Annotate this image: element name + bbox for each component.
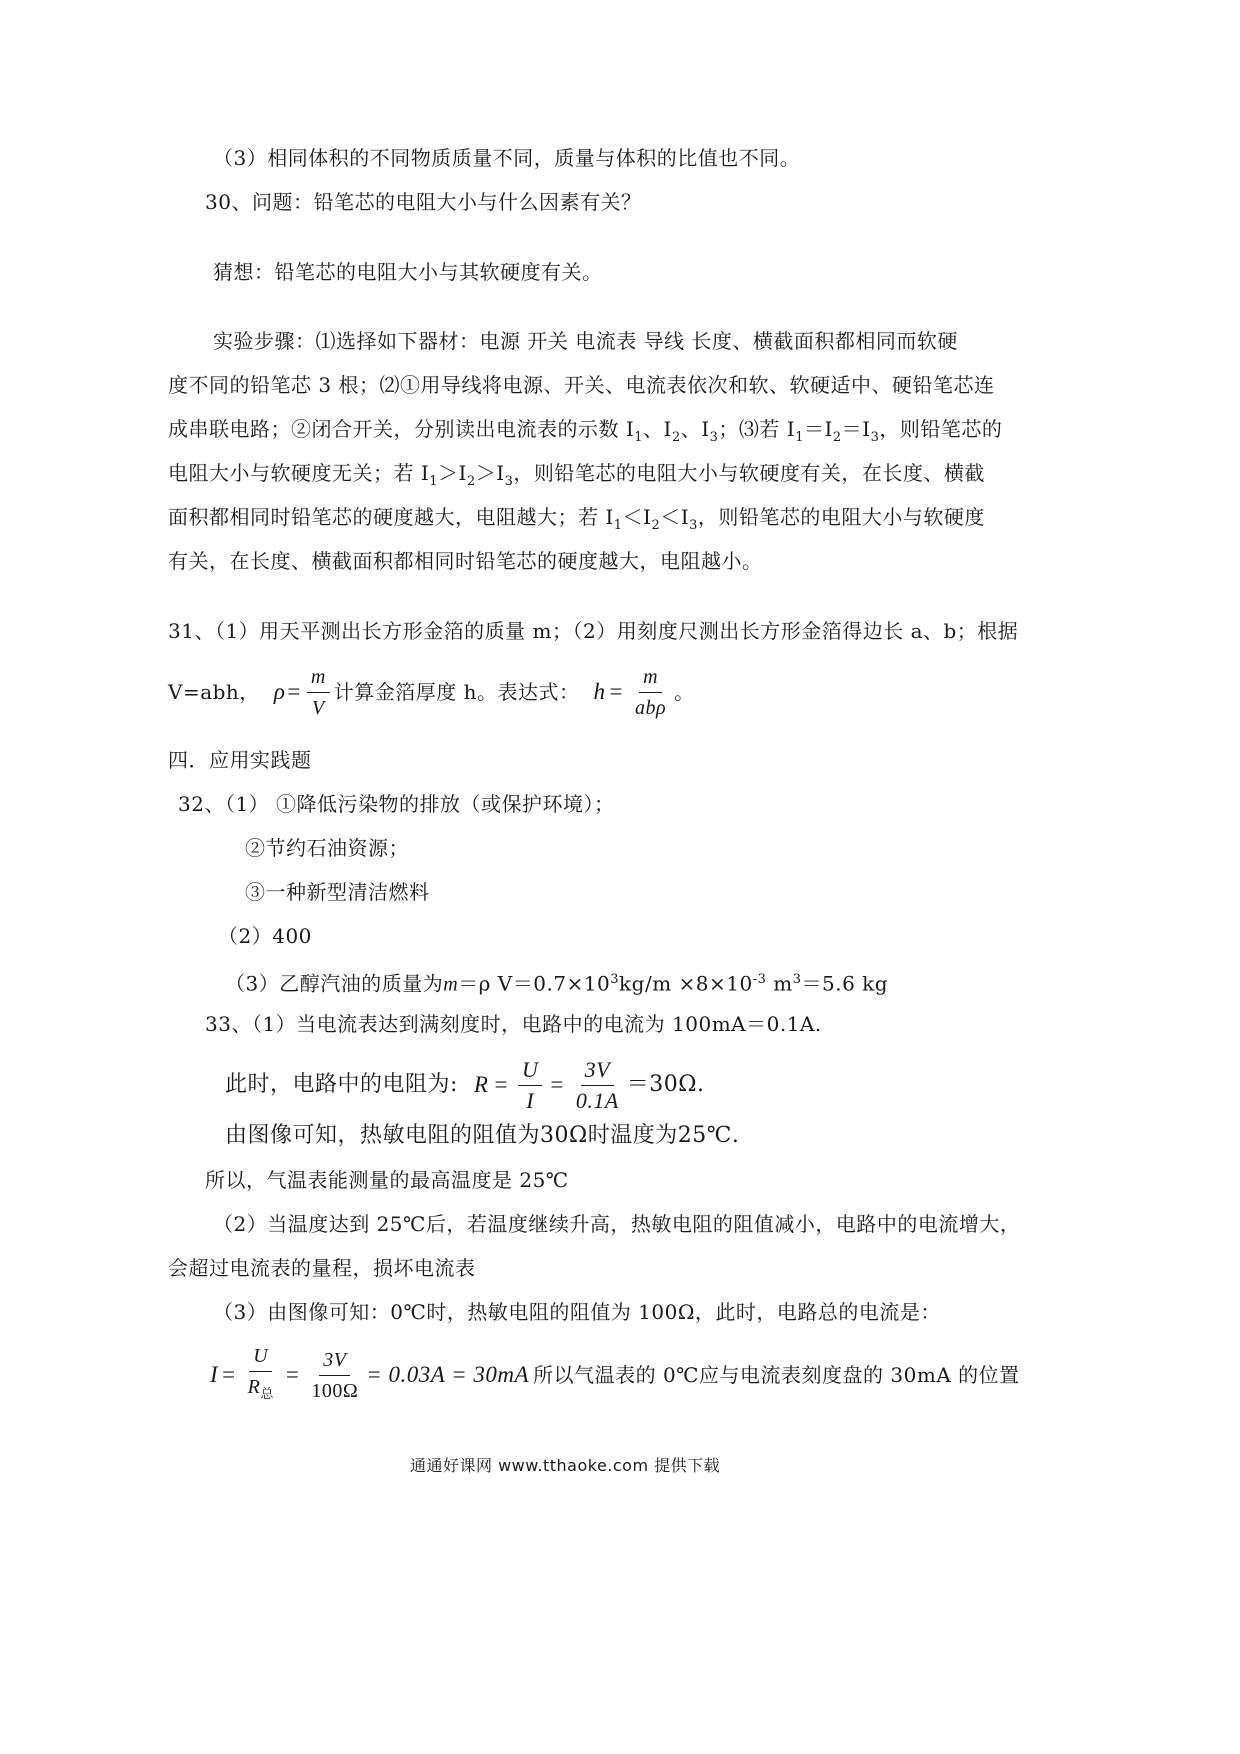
text: ＝I [803,417,833,441]
subscript: 3 [709,430,719,445]
answer-33-conclusion: 所以，气温表能测量的最高温度是 25℃ [205,1168,569,1192]
fraction-3V-over-100-ohm [307,1347,362,1404]
text: 面积都相同时铅笔芯的硬度越大，电阻越大；若 I [168,505,614,529]
denominator: V [311,696,325,719]
text: 计算金箔厚度 h。表达式： [333,680,580,704]
numerator: U [249,1343,272,1372]
subscript: 3 [870,430,880,445]
answer-33-3-line-1: （3）由图像可知：0℃时，热敏电阻的阻值为 100Ω，此时，电路总的电流是： [213,1300,941,1324]
steps-line-3 [168,415,1002,452]
rho-symbol: ρ [273,679,286,704]
fraction-U-over-R-total [244,1343,278,1407]
answer-32-2: （2）400 [218,924,312,948]
hypothesis-30: 猜想：铅笔芯的电阻大小与其软硬度有关。 [213,260,603,284]
numerator: m [307,664,330,693]
question-30: 30、问题：铅笔芯的电阻大小与什么因素有关？ [205,190,642,214]
denominator: 100Ω [311,1379,359,1402]
text: （3）乙醇汽油的质量为 [225,971,444,996]
section-heading: 四．应用实践题 [168,748,312,772]
answer-29-3: （3）相同体积的不同物质质量不同，质量与体积的比值也不同。 [213,146,801,170]
subscript: 3 [689,518,698,533]
text: ＜I [660,505,690,529]
text: ＝5.6 kg [801,971,889,996]
fraction-m-over-V [307,664,330,721]
subscript: 2 [651,518,661,533]
text: ＞I [438,461,467,485]
answer-33-2-line-1: （2）当温度达到 25℃后，若温度继续升高，热敏电阻的阻值减小，电路中的电流增大， [213,1212,1021,1236]
text: m [766,971,793,996]
mass-variable: m [443,973,459,996]
numerator: m [639,664,662,693]
answer-32-1-item-3: ③一种新型清洁燃料 [245,880,430,904]
subscript: 总 [260,1386,274,1401]
steps-line-6: 有关，在长度、横截面积都相同时铅笔芯的硬度越大，电阻越小。 [168,549,763,573]
text: 电阻大小与软硬度无关；若 I [168,461,430,485]
superscript: 3 [792,972,802,987]
text: ×8×10 [671,971,753,996]
denominator: 0.1A [575,1087,619,1113]
text: ＝ρ V＝0.7×10 [458,971,611,996]
text: ＞I [475,461,505,485]
subscript: 3 [504,474,514,489]
fraction-m-over-ab-rho [631,664,670,721]
text: ＝I [841,417,871,441]
text: 此时，电路中的电阻为: [225,1072,458,1097]
equals-sign: = [494,1072,508,1097]
text: 、I [680,417,710,441]
text: ；⑶若 I [718,417,796,441]
answer-33-resistance [225,1050,705,1120]
i-symbol: I [210,1362,219,1387]
answer-33-graph-note: 由图像可知，热敏电阻的阻值为30Ω时温度为25℃. [225,1123,740,1148]
subscript: 1 [429,474,439,489]
equals-sign: = [550,1072,564,1097]
subscript: 1 [613,518,623,533]
steps-line-1: 实验步骤：⑴选择如下器材：电源 开关 电流表 导线 长度、横截面积都相同而软硬 [213,329,958,353]
answer-32-3 [225,966,888,999]
equals-sign: = [222,1362,236,1387]
fraction-3V-over-0.1A [572,1057,623,1114]
text: 、I [643,417,672,441]
steps-line-4 [168,459,985,496]
answer-33-1: 33、（1）当电流表达到满刻度时，电路中的电流为 100mA＝0.1A. [205,1012,822,1036]
text: ，则铅笔芯的电阻大小与软硬度 [697,505,985,529]
superscript: 3 [610,972,620,987]
text: V=abh， [168,680,260,704]
answer-32-1-item-2: ②节约石油资源； [245,836,409,860]
fraction-U-over-I [518,1057,542,1114]
answer-32-1: 32、（1） ①降低污染物的排放（或保护环境）； [178,792,615,816]
text: ＜I [622,505,652,529]
current-result: = 0.03A = 30mA [366,1362,530,1387]
superscript: -3 [752,972,767,987]
steps-line-5 [168,503,985,540]
text: 。 [674,680,695,704]
subscript: 2 [671,430,681,445]
subscript: 2 [466,474,476,489]
answer-31-line-2 [168,662,695,722]
denominator: abρ [635,696,667,719]
equals-sign: = [609,679,624,704]
denominator [244,1372,278,1407]
answer-31-line-1: 31、（1）用天平测出长方形金箔的质量 m；（2）用刻度尺测出长方形金箔得边长 a、b；根据 [168,619,1019,643]
r-symbol: R [473,1072,489,1097]
equals-sign: = [285,1362,300,1387]
equals-sign: = [287,679,301,704]
numerator: 3V [581,1057,614,1086]
text: ＝30Ω. [626,1072,705,1097]
subscript: 1 [795,430,804,445]
denominator: I [526,1087,535,1113]
answer-33-3-formula [210,1340,1020,1410]
text: 成串联电路；②闭合开关，分别读出电流表的示数 I [168,417,635,441]
subscript: 1 [634,430,644,445]
r-symbol: R [247,1376,261,1398]
subscript: 2 [832,430,842,445]
text: kg/m [619,971,672,996]
numerator: U [518,1057,542,1086]
h-symbol: h [593,679,606,704]
text: 所以气温表的 0℃应与电流表刻度盘的 30mA 的位置 [533,1363,1020,1387]
numerator: 3V [319,1347,350,1376]
text: ，则铅笔芯的 [879,417,1003,441]
answer-33-2-line-2: 会超过电流表的量程，损坏电流表 [168,1256,476,1280]
steps-line-2: 度不同的铅笔芯 3 根；⑵①用导线将电源、开关、电流表依次和软、软硬适中、硬铅笔芯连 [168,373,995,397]
footer-watermark: 通通好课网 www.tthaoke.com 提供下载 [410,1456,721,1475]
text: ，则铅笔芯的电阻大小与软硬度有关，在长度、横截 [513,461,985,485]
